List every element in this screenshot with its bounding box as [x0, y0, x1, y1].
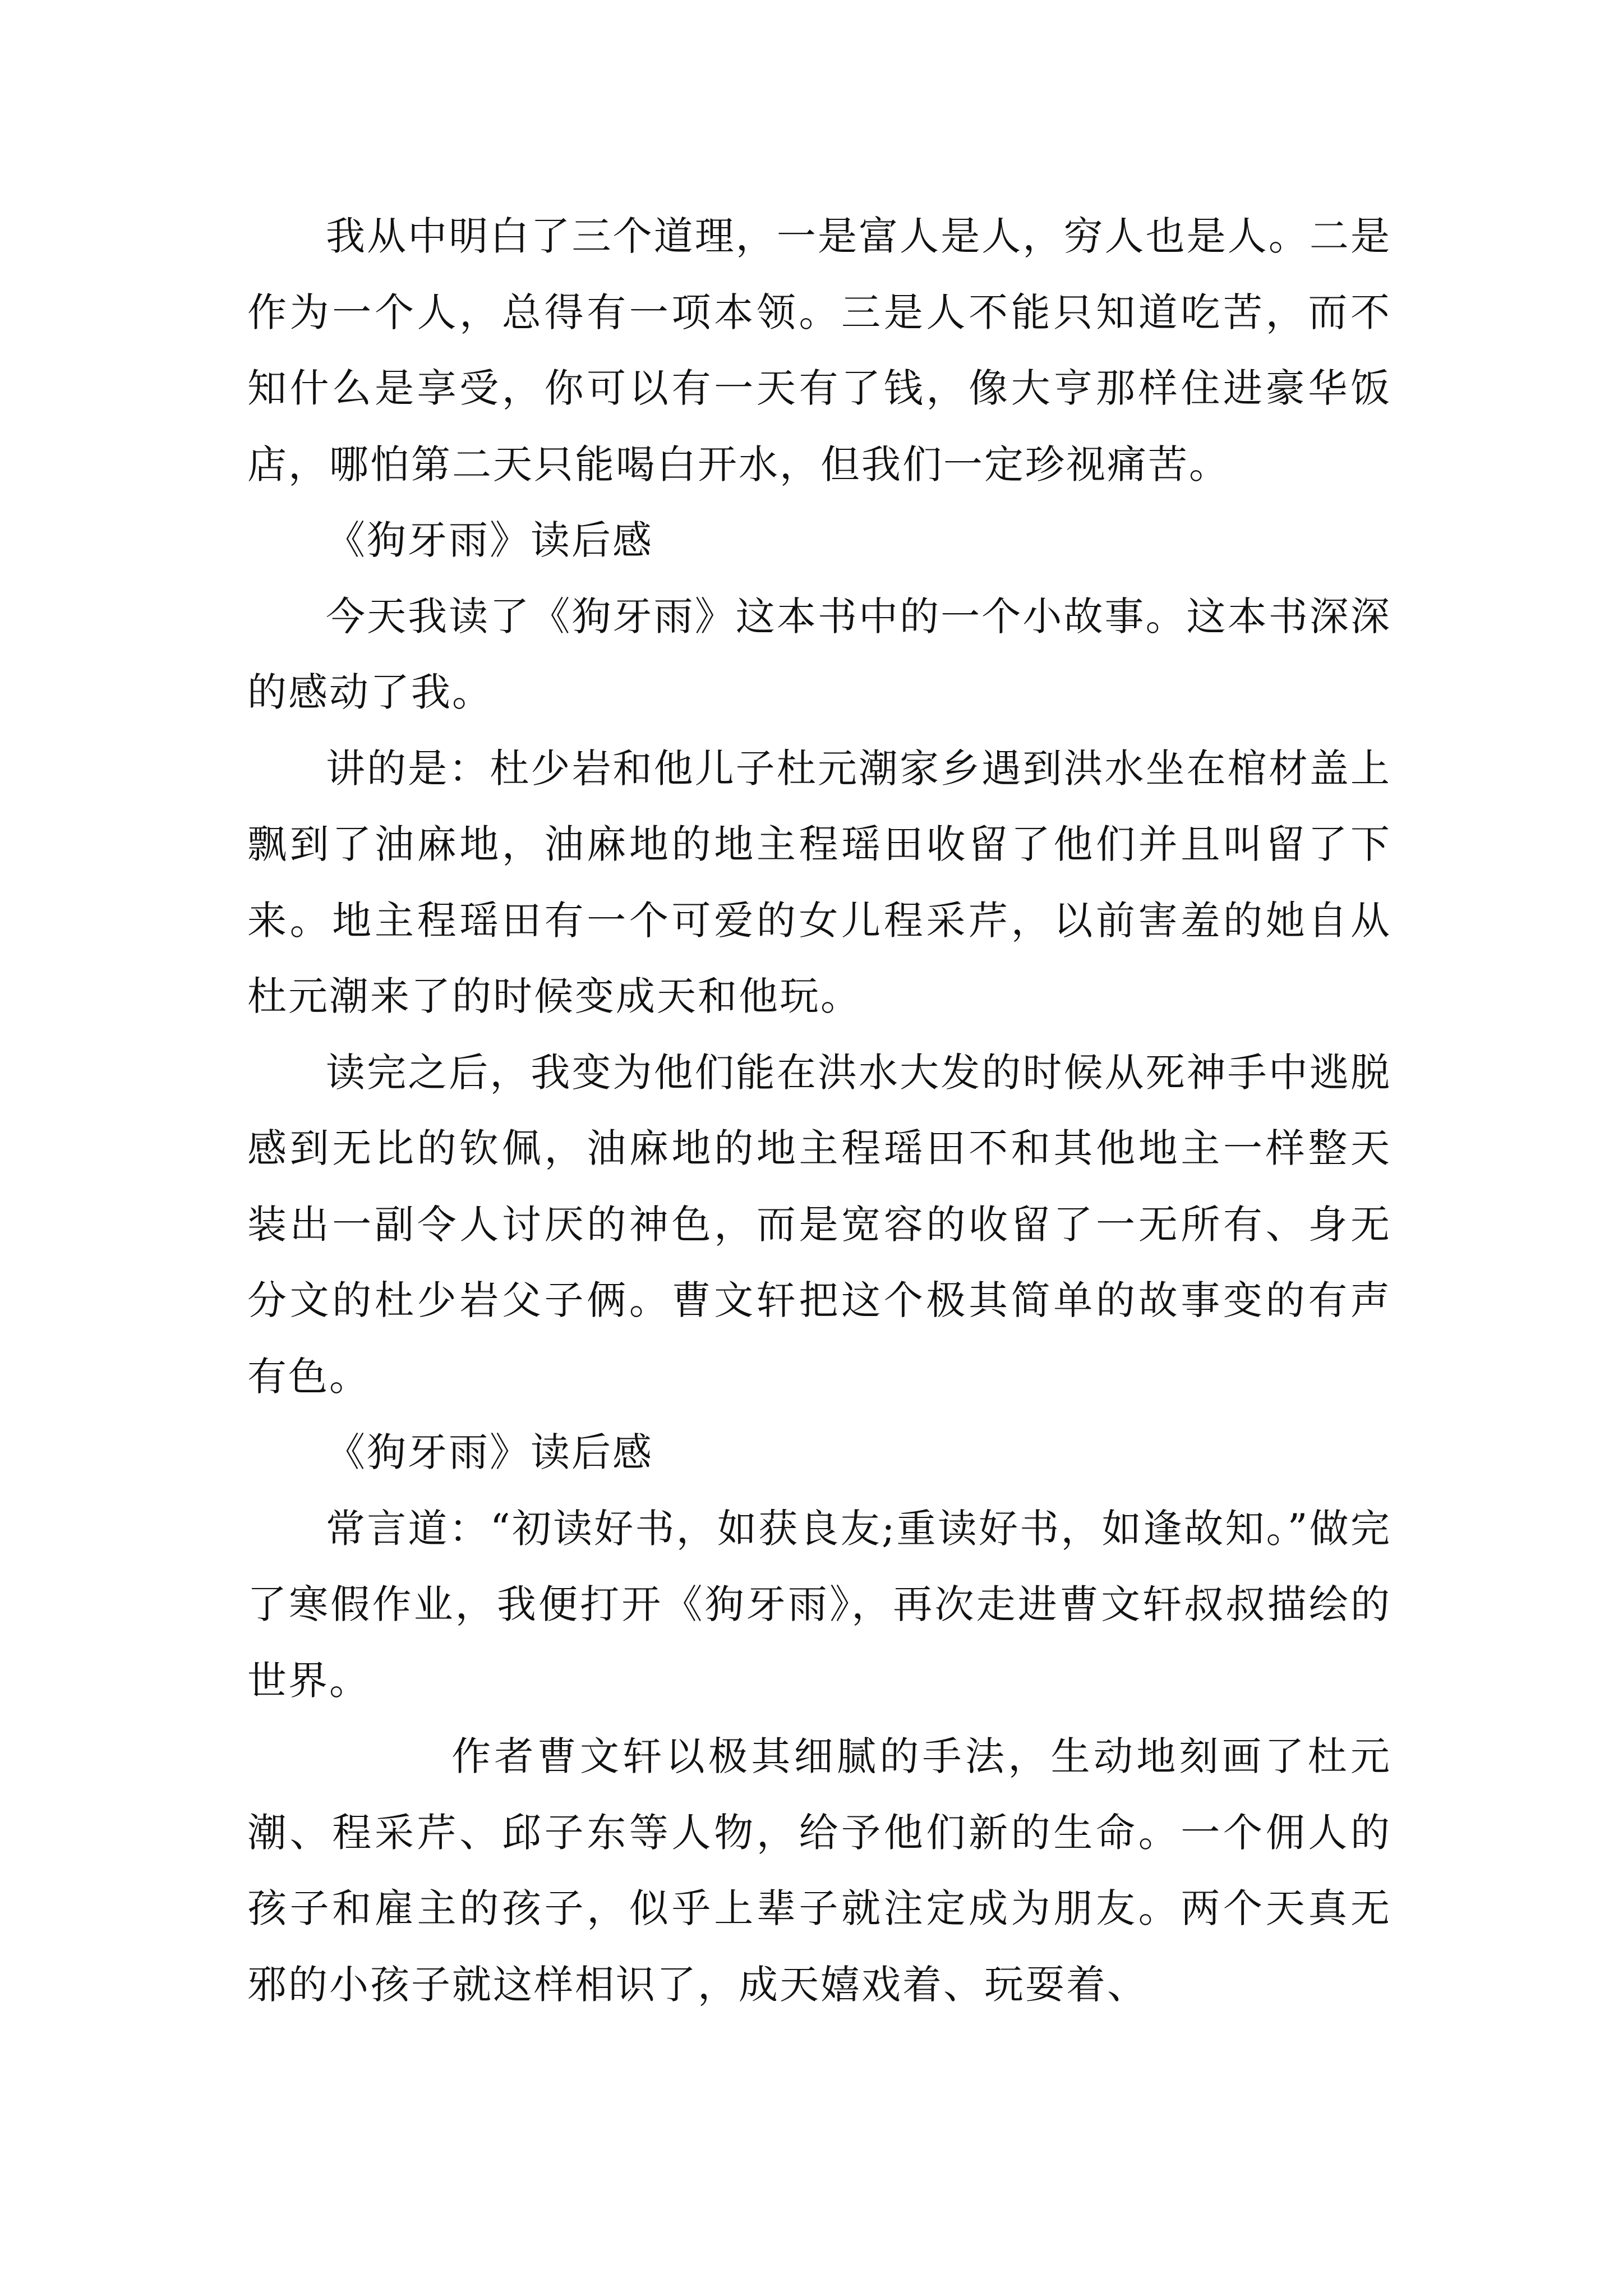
paragraph-intro: 今天我读了《狗牙雨》这本书中的一个小故事。这本书深深的感动了我。 [247, 593, 1391, 715]
section-heading: 《狗牙雨》读后感 [326, 1429, 653, 1475]
paragraph-reflection: 读完之后，我变为他们能在洪水大发的时候从死神手中逃脱感到无比的钦佩，油麻地的地主程瑶田不和其他地主一样整天装出一副令人讨厌的神色，而是宽容的收留了一无所有、身无分文的杜少岩父子俩。曹文轩把这个极其简单的故事变的有声有色。 [247, 1049, 1391, 1400]
section-heading: 《狗牙雨》读后感 [326, 517, 653, 563]
paragraph-quote: 常言道：“初读好书，如获良友;重读好书，如逢故知。”做完了寒假作业，我便打开《狗牙雨》，再次走进曹文轩叔叔描绘的世界。 [247, 1505, 1391, 1704]
paragraph-story: 讲的是：杜少岩和他儿子杜元潮家乡遇到洪水坐在棺材盖上飘到了油麻地，油麻地的地主程瑶田收留了他们并且叫留了下来。地主程瑶田有一个可爱的女儿程采芹，以前害羞的她自从杜元潮来了的时候变成天和他玩。 [247, 745, 1391, 1019]
paragraph-characters: 作者曹文轩以极其细腻的手法，生动地刻画了杜元潮、程采芹、邱子东等人物，给予他们新的生命。一个佣人的孩子和雇主的孩子，似乎上辈子就注定成为朋友。两个天真无邪的小孩子就这样相识了，成天嬉戏着、玩耍着、 [247, 1733, 1391, 2008]
paragraph-lessons: 我从中明白了三个道理，一是富人是人，穷人也是人。二是作为一个人，总得有一项本领。三是人不能只知道吃苦，而不知什么是享受，你可以有一天有了钱，像大亨那样住进豪华饭店，哪怕第二天只能喝白开水，但我们一定珍视痛苦。 [247, 213, 1391, 487]
document-body [247, 199, 1391, 2023]
